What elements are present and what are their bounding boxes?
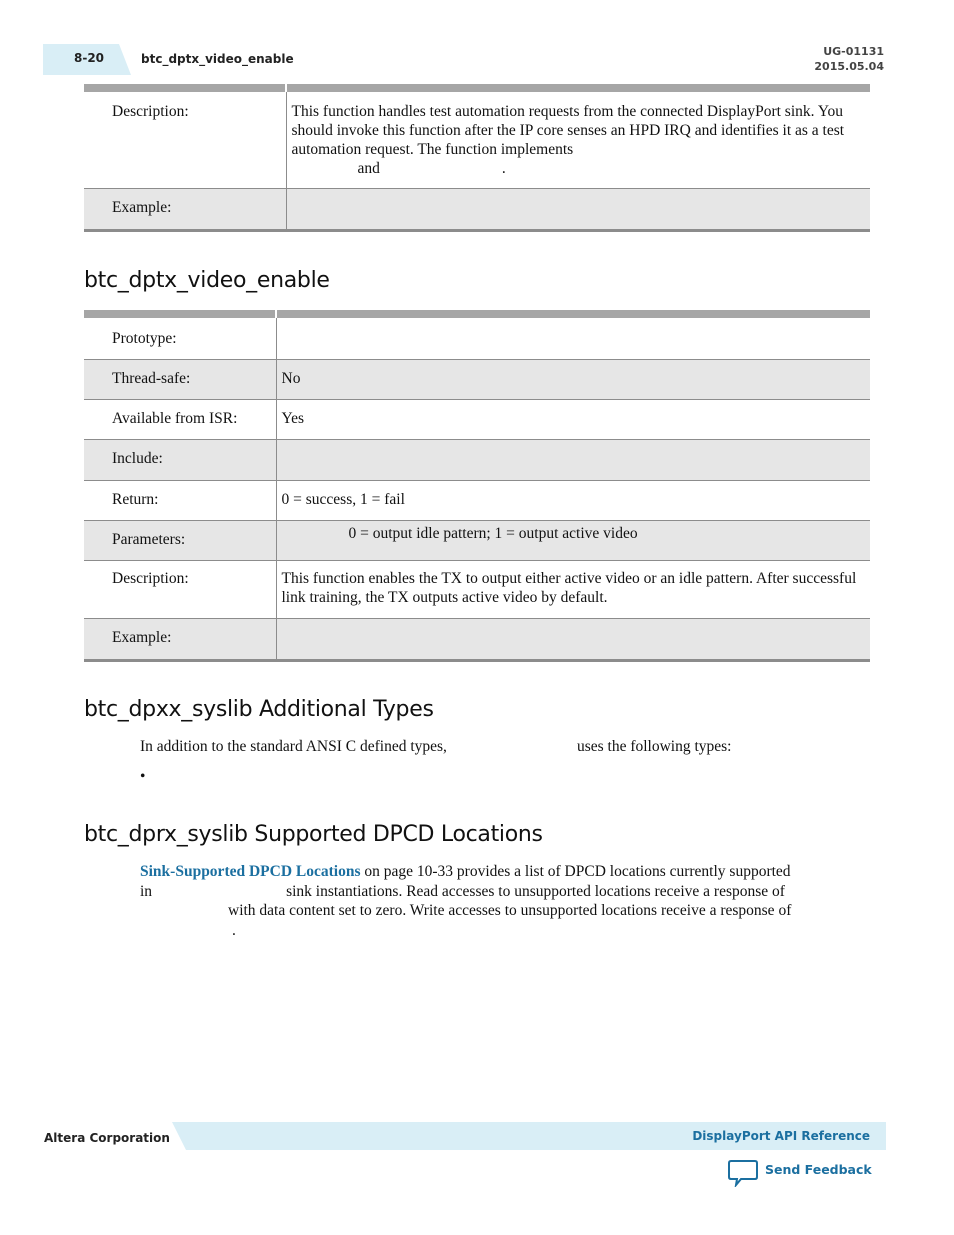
document-date: 2015.05.04 bbox=[814, 60, 884, 73]
sink-supported-dpcd-link[interactable]: Sink-Supported DPCD Locations bbox=[140, 863, 361, 880]
intro-after: uses the following types: bbox=[576, 738, 732, 755]
prototype-value bbox=[276, 318, 870, 359]
description-value-2: This function enables the TX to output either active video or an idle pattern. After successful link training, the TX outputs active video by default. bbox=[276, 560, 870, 618]
dpcd-line2-in: in bbox=[140, 882, 153, 900]
dpcd-line1: on page 10-33 provides a list of DPCD locations currently supported bbox=[364, 863, 791, 880]
dpcd-line3: with data content set to zero. Write accesses to unsupported locations receive a response of bbox=[228, 902, 792, 919]
dpcd-line4: . bbox=[232, 921, 236, 939]
description-and: and bbox=[357, 160, 380, 177]
example-label-2: Example: bbox=[84, 618, 276, 660]
include-value bbox=[276, 439, 870, 480]
description-period: . bbox=[501, 160, 506, 177]
additional-types-intro bbox=[140, 737, 860, 757]
description-value bbox=[286, 92, 870, 188]
description-label-2: Description: bbox=[84, 560, 276, 618]
example-label: Example: bbox=[84, 188, 286, 230]
previous-function-table bbox=[84, 84, 870, 232]
return-label: Return: bbox=[84, 480, 276, 520]
document-id: UG-01131 bbox=[823, 45, 884, 58]
video-enable-table bbox=[84, 310, 870, 662]
example-value bbox=[286, 188, 870, 230]
dpcd-paragraph bbox=[140, 862, 860, 940]
intro-before: In addition to the standard ANSI C defined types, bbox=[140, 738, 447, 755]
dpcd-line2: sink instantiations. Read accesses to unsupported locations receive a response of bbox=[286, 882, 785, 900]
available-from-isr-label: Available from ISR: bbox=[84, 399, 276, 439]
section-heading-video-enable: btc_dptx_video_enable bbox=[84, 268, 330, 293]
footer-company: Altera Corporation bbox=[44, 1131, 170, 1145]
parameters-label: Parameters: bbox=[84, 520, 276, 560]
send-feedback-link[interactable]: Send Feedback bbox=[765, 1162, 872, 1177]
available-from-isr-value: Yes bbox=[276, 399, 870, 439]
include-label: Include: bbox=[84, 439, 276, 480]
document-id-block bbox=[814, 44, 884, 74]
description-label: Description: bbox=[84, 92, 286, 188]
bullet-item: • bbox=[140, 768, 146, 785]
section-heading-additional-types: btc_dpxx_syslib Additional Types bbox=[84, 697, 434, 722]
page-number: 8-20 bbox=[74, 51, 105, 65]
description-text: This function handles test automation requests from the connected DisplayPort sink. You should invoke this function after the IP core senses an HPD IRQ and identifies it as a test automation request. The function implements bbox=[291, 103, 845, 158]
running-header-title: btc_dptx_video_enable bbox=[141, 52, 294, 66]
section-heading-dpcd-locations: btc_dprx_syslib Supported DPCD Locations bbox=[84, 822, 543, 847]
example-value-2 bbox=[276, 618, 870, 660]
prototype-label: Prototype: bbox=[84, 318, 276, 359]
return-value: 0 = success, 1 = fail bbox=[276, 480, 870, 520]
parameters-value: 0 = output idle pattern; 1 = output active video bbox=[276, 520, 870, 560]
thread-safe-label: Thread-safe: bbox=[84, 359, 276, 399]
thread-safe-value: No bbox=[276, 359, 870, 399]
footer-chapter-link[interactable]: DisplayPort API Reference bbox=[692, 1129, 870, 1143]
feedback-speech-bubble-icon[interactable] bbox=[728, 1159, 758, 1187]
